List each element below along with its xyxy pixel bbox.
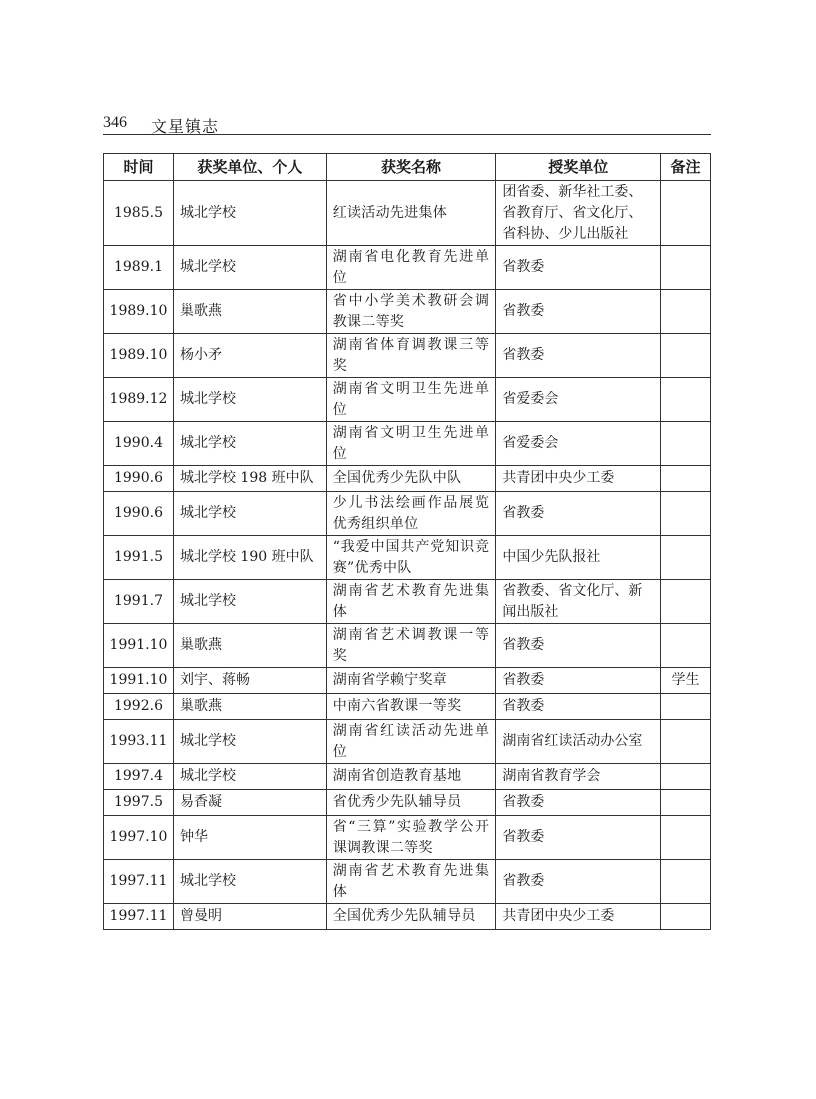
cell-note: 学生 (661, 668, 711, 694)
cell-winner: 杨小矛 (173, 334, 326, 378)
cell-winner: 城北学校 (173, 422, 326, 466)
cell-time: 1991.5 (104, 536, 174, 580)
cell-grantor: 共青团中央少工委 (496, 904, 661, 930)
cell-winner: 城北学校 (173, 580, 326, 624)
cell-grantor: 省教委 (496, 694, 661, 720)
cell-note (661, 290, 711, 334)
cell-award: 湖南省艺术调教课一等奖 (326, 624, 496, 668)
cell-winner: 巢歌燕 (173, 694, 326, 720)
page-header (103, 112, 711, 135)
table-row (104, 790, 711, 816)
cell-award: 全国优秀少先队中队 (326, 466, 496, 492)
cell-award: 湖南省电化教育先进单位 (326, 246, 496, 290)
cell-grantor: 省教委 (496, 860, 661, 904)
cell-note (661, 816, 711, 860)
cell-time: 1997.11 (104, 860, 174, 904)
book-title: 文星镇志 (151, 117, 220, 136)
cell-winner: 城北学校 198 班中队 (173, 466, 326, 492)
column-header-award: 获奖名称 (326, 154, 496, 181)
cell-time: 1991.10 (104, 668, 174, 694)
cell-winner: 曾曼明 (173, 904, 326, 930)
table-row (104, 246, 711, 290)
cell-time: 1990.6 (104, 492, 174, 536)
cell-grantor: 省教委 (496, 668, 661, 694)
table-row (104, 720, 711, 764)
cell-winner: 钟华 (173, 816, 326, 860)
table-row (104, 624, 711, 668)
cell-winner: 城北学校 (173, 181, 326, 246)
cell-note (661, 624, 711, 668)
cell-time: 1990.6 (104, 466, 174, 492)
table-row (104, 466, 711, 492)
cell-grantor: 省教委 (496, 790, 661, 816)
column-header-time: 时间 (104, 154, 174, 181)
table-row (104, 536, 711, 580)
cell-winner: 刘宇、蒋畅 (173, 668, 326, 694)
cell-note (661, 466, 711, 492)
table-row (104, 422, 711, 466)
cell-award: 全国优秀少先队辅导员 (326, 904, 496, 930)
cell-grantor: 团省委、新华社工委、省教育厅、省文化厅、省科协、少儿出版社 (496, 181, 661, 246)
cell-winner: 巢歌燕 (173, 290, 326, 334)
table-row (104, 764, 711, 790)
cell-time: 1997.10 (104, 816, 174, 860)
table-row (104, 860, 711, 904)
cell-grantor: 湖南省教育学会 (496, 764, 661, 790)
cell-grantor: 中国少先队报社 (496, 536, 661, 580)
cell-time: 1985.5 (104, 181, 174, 246)
cell-note (661, 764, 711, 790)
cell-award: 湖南省创造教育基地 (326, 764, 496, 790)
cell-winner: 易香凝 (173, 790, 326, 816)
cell-time: 1989.1 (104, 246, 174, 290)
cell-grantor: 省教委 (496, 816, 661, 860)
cell-grantor: 省教委、省文化厅、新闻出版社 (496, 580, 661, 624)
cell-time: 1992.6 (104, 694, 174, 720)
table-row (104, 694, 711, 720)
cell-winner: 城北学校 (173, 246, 326, 290)
cell-note (661, 860, 711, 904)
cell-winner: 城北学校 (173, 720, 326, 764)
cell-time: 1997.4 (104, 764, 174, 790)
table-row (104, 334, 711, 378)
table-row (104, 290, 711, 334)
cell-award: 红读活动先进集体 (326, 181, 496, 246)
table-row (104, 580, 711, 624)
page-number: 346 (103, 114, 127, 131)
cell-award: 湖南省学赖宁奖章 (326, 668, 496, 694)
table-row (104, 378, 711, 422)
awards-table (103, 153, 711, 930)
cell-note (661, 694, 711, 720)
cell-time: 1997.5 (104, 790, 174, 816)
cell-award: 省中小学美术教研会调教课二等奖 (326, 290, 496, 334)
cell-winner: 城北学校 (173, 764, 326, 790)
cell-award: 湖南省文明卫生先进单位 (326, 422, 496, 466)
cell-award: “我爱中国共产党知识竞赛”优秀中队 (326, 536, 496, 580)
cell-award: 湖南省红读活动先进单位 (326, 720, 496, 764)
cell-note (661, 422, 711, 466)
cell-grantor: 省爱委会 (496, 422, 661, 466)
cell-note (661, 334, 711, 378)
cell-time: 1989.12 (104, 378, 174, 422)
cell-time: 1989.10 (104, 290, 174, 334)
table-row (104, 904, 711, 930)
cell-note (661, 536, 711, 580)
cell-time: 1993.11 (104, 720, 174, 764)
cell-grantor: 共青团中央少工委 (496, 466, 661, 492)
cell-winner: 城北学校 (173, 860, 326, 904)
cell-note (661, 181, 711, 246)
cell-note (661, 378, 711, 422)
cell-grantor: 省教委 (496, 334, 661, 378)
cell-winner: 城北学校 (173, 492, 326, 536)
cell-winner: 巢歌燕 (173, 624, 326, 668)
table-row (104, 181, 711, 246)
table-row (104, 668, 711, 694)
cell-time: 1990.4 (104, 422, 174, 466)
cell-time: 1991.7 (104, 580, 174, 624)
cell-award: 湖南省艺术教育先进集体 (326, 580, 496, 624)
cell-award: 省“三算”实验教学公开课调教课二等奖 (326, 816, 496, 860)
cell-note (661, 790, 711, 816)
table-row (104, 492, 711, 536)
cell-grantor: 省爱委会 (496, 378, 661, 422)
cell-note (661, 580, 711, 624)
cell-award: 湖南省文明卫生先进单位 (326, 378, 496, 422)
cell-note (661, 492, 711, 536)
cell-note (661, 904, 711, 930)
cell-winner: 城北学校 (173, 378, 326, 422)
cell-note (661, 246, 711, 290)
cell-award: 湖南省艺术教育先进集体 (326, 860, 496, 904)
cell-grantor: 省教委 (496, 290, 661, 334)
awards-table-body (104, 181, 711, 930)
cell-grantor: 省教委 (496, 492, 661, 536)
cell-award: 中南六省教课一等奖 (326, 694, 496, 720)
cell-time: 1989.10 (104, 334, 174, 378)
cell-time: 1997.11 (104, 904, 174, 930)
cell-note (661, 720, 711, 764)
cell-grantor: 省教委 (496, 624, 661, 668)
table-header-row (104, 154, 711, 181)
cell-grantor: 省教委 (496, 246, 661, 290)
cell-award: 少儿书法绘画作品展览优秀组织单位 (326, 492, 496, 536)
cell-award: 省优秀少先队辅导员 (326, 790, 496, 816)
column-header-note: 备注 (661, 154, 711, 181)
cell-time: 1991.10 (104, 624, 174, 668)
cell-grantor: 湖南省红读活动办公室 (496, 720, 661, 764)
column-header-winner: 获奖单位、个人 (173, 154, 326, 181)
cell-winner: 城北学校 190 班中队 (173, 536, 326, 580)
column-header-grantor: 授奖单位 (496, 154, 661, 181)
cell-award: 湖南省体育调教课三等奖 (326, 334, 496, 378)
table-row (104, 816, 711, 860)
